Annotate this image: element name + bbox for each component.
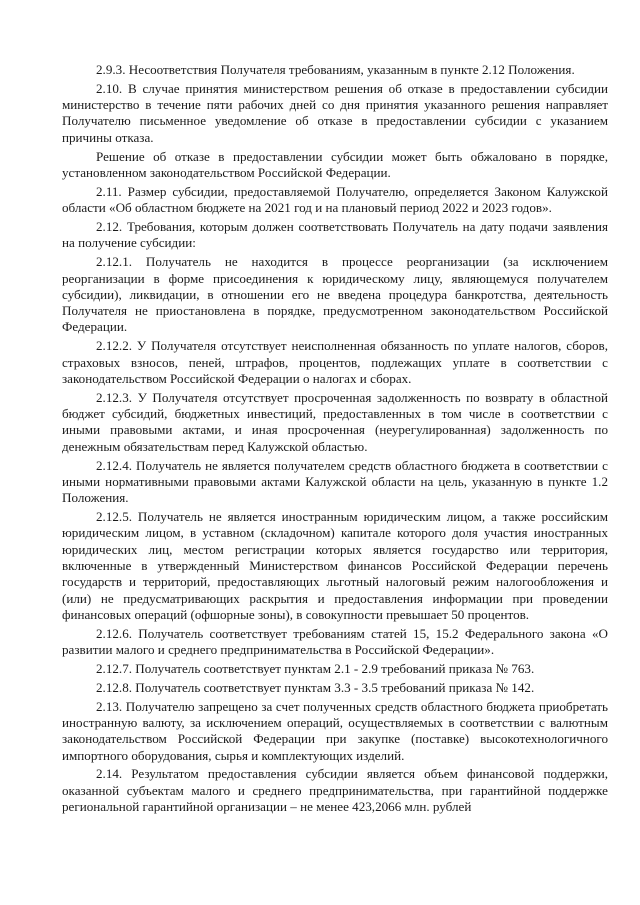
paragraph-appeal: Решение об отказе в предоставлении субсидии может быть обжаловано в порядке, установленном законодательством Российской Федерации. [62,148,608,180]
paragraph-2-12-1: 2.12.1. Получатель не находится в процессе реорганизации (за исключением реорганизации в форме присоединения к юридическому лицу, являющемуся получателем субсидии), ликвидации, в отношении его не введена процедура банкротства, деятельность Получателя не приостановлена в порядке, предусмотренном законодательством Российской Федерации. [62,254,608,335]
paragraph-2-9-3: 2.9.3. Несоответствия Получателя требованиям, указанным в пункте 2.12 Положения. [96,62,575,77]
paragraph-2-10: 2.10. В случае принятия министерством решения об отказе в предоставлении субсидии министерство в течение пяти рабочих дней со дня принятия указанного решения направляет Получателю письменное уведомление об отказе в предоставлении субсидии с указанием причины отказа. [62,80,608,145]
paragraph-2-12-6: 2.12.6. Получатель соответствует требованиям статей 15, 15.2 Федерального закона «О развитии малого и среднего предпринимательства в Российской Федерации». [62,625,608,658]
paragraph-2-12: 2.12. Требования, которым должен соответствовать Получатель на дату подачи заявления на получение субсидии: [62,219,608,251]
paragraph-2-12-8: 2.12.8. Получатель соответствует пунктам 3.3 - 3.5 требований приказа № 142. [96,679,535,695]
paragraph-2-11: 2.11. Размер субсидии, предоставляемой Получателю, определяется Законом Калужской области «Об областном бюджете на 2021 год и на плановый период 2022 и 2023 годов». [62,183,608,216]
paragraph-2-12-7: 2.12.7. Получатель соответствует пунктам 2.1 - 2.9 требований приказа № 763. [96,660,535,676]
paragraph-2-13: 2.13. Получателю запрещено за счет полученных средств областного бюджета приобретать иностранную валюту, за исключением операций, осуществляемых в соответствии с валютным законодательством Российской Федерации при закупке (поставке) высокотехнологичного импортного оборудования, сырья и комплектующих изделий. [62,698,608,763]
paragraph-2-12-2: 2.12.2. У Получателя отсутствует неисполненная обязанность по уплате налогов, сборов, страховых взносов, пеней, штрафов, процентов, подлежащих уплате в соответствии с законодательством Российской Федерации о налогах и сборах. [62,338,608,386]
paragraph-2-12-3: 2.12.3. У Получателя отсутствует просроченная задолженность по возврату в областной бюджет субсидий, бюджетных инвестиций, предоставленных в том числе в соответствии с иными правовыми актами, и иная просроченная (неурегулированная) задолженность по денежным обязательствам перед Калужской областью. [62,389,608,454]
paragraph-2-12-4: 2.12.4. Получатель не является получателем средств областного бюджета в соответствии с иными нормативными правовыми актами Калужской области на цель, указанную в пункте 1.2 Положения. [62,457,608,506]
paragraph-2-12-5: 2.12.5. Получатель не является иностранным юридическим лицом, а также российским юридическим лицом, в уставном (складочном) капитале которого доля участия иностранных юридических лиц, местом регистрации которых является государство или территория, включенные в утвержденный Министерством финансов Российской Федерации перечень государств и территорий, предоставляющих льготный налоговый режим налогообложения и (или) не предусматривающих раскрытия и предоставления информации при проведении финансовых операций (офшорные зоны), в совокупности превышает 50 процентов. [62,509,608,622]
paragraph-2-14: 2.14. Результатом предоставления субсидии является объем финансовой поддержки, оказанной субъектам малого и среднего предпринимательства, при гарантийной поддержке региональной гарантийной организации – не менее 423,2066 млн. рублей [62,766,608,815]
